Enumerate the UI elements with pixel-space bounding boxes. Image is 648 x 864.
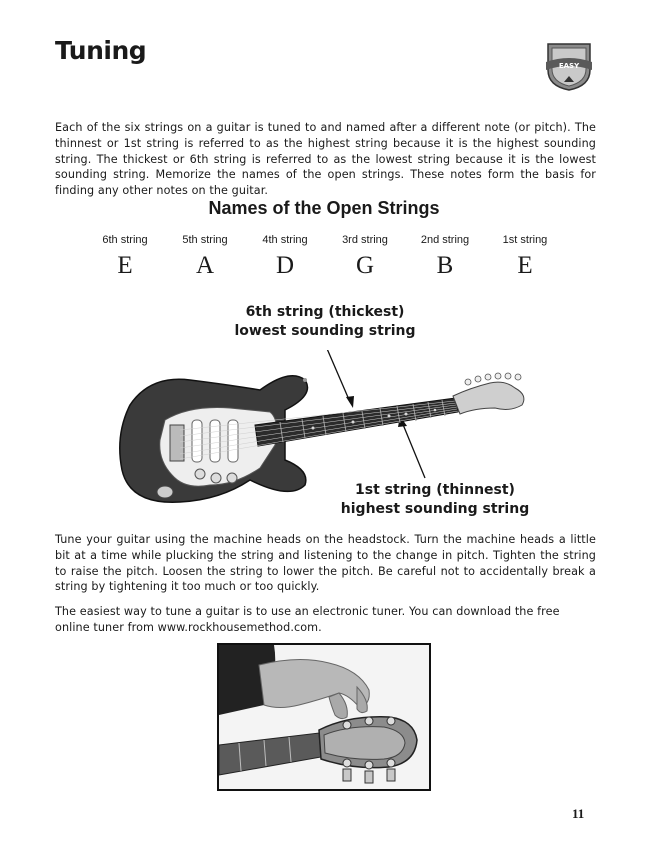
headstock [453, 382, 524, 414]
tuner-paragraph: The easiest way to tune a guitar is to use an electronic tuner. You can download the free online tuner from www.rockhousemethod.com. [55, 605, 560, 634]
string-note: B [436, 252, 454, 279]
tuning-instructions-paragraph: Tune your guitar using the machine heads on the headstock. Turn the machine heads a little bit at a time while plucking the string and listening to the change in pitch. Tighten the string to raise the pitch. Loosen the string to lower the pitch. Be careful not to accidentally break a string by tightening it too much or too quickly. [55, 533, 596, 594]
string-label: 3rd string [342, 234, 388, 246]
string-note: E [117, 252, 133, 279]
tuning-peg [485, 374, 491, 380]
page-number: 11 [572, 806, 585, 821]
knob [195, 469, 205, 479]
callout-line: highest sounding string [340, 501, 530, 517]
string-note: E [517, 252, 533, 279]
tuning-peg [475, 376, 481, 382]
intro-paragraph: Each of the six strings on a guitar is tuned to and named after a different note (or pitch). The thinnest or 1st string is referred to as the highest string because it is the highest sounding string. The thickest or 6th string is referred to as the lowest string because it is the lowest sounding string. Memorize the names of the open strings. These notes form the basis for finding any other notes on the guitar. [55, 121, 596, 198]
string-label: 6th string [102, 234, 148, 246]
pickup [228, 420, 238, 462]
string-column [485, 234, 565, 280]
knob [227, 473, 237, 483]
string-column [85, 234, 165, 280]
callout-line: 1st string (thinnest) [355, 482, 515, 498]
strap-button [303, 378, 307, 382]
page-title: Tuning [55, 36, 147, 65]
open-strings-heading: Names of the Open Strings [208, 198, 440, 218]
string-column [165, 234, 245, 280]
string-note: A [195, 252, 215, 279]
tuning-peg [495, 373, 501, 379]
arrowhead-top [346, 396, 354, 408]
tuning-peg [505, 373, 511, 379]
string-note: D [275, 252, 295, 279]
string-column [405, 234, 485, 280]
string-note: G [355, 252, 375, 279]
string-label: 4th string [262, 234, 308, 246]
output-jack [157, 486, 173, 498]
hand-tuning-headstock-image [219, 645, 429, 789]
tuning-peg [515, 374, 521, 380]
callout-line: 6th string (thickest) [245, 304, 405, 320]
tuning-photo [217, 643, 431, 791]
callout-line: lowest sounding string [234, 323, 416, 339]
string-label: 5th string [182, 234, 228, 246]
string-label: 1st string [502, 234, 548, 246]
open-strings-row [85, 234, 565, 280]
string-column [325, 234, 405, 280]
difficulty-badge [544, 40, 594, 92]
knob [211, 473, 221, 483]
string-column [245, 234, 325, 280]
string-label: 2nd string [420, 234, 470, 246]
tuning-peg [465, 379, 471, 385]
bridge [170, 425, 184, 461]
thinnest-string-callout [310, 481, 560, 519]
thickest-string-callout [200, 303, 450, 341]
badge-text: EASY [558, 62, 580, 70]
callout-arrow-bottom [402, 422, 425, 478]
callout-arrow-top [325, 350, 350, 402]
